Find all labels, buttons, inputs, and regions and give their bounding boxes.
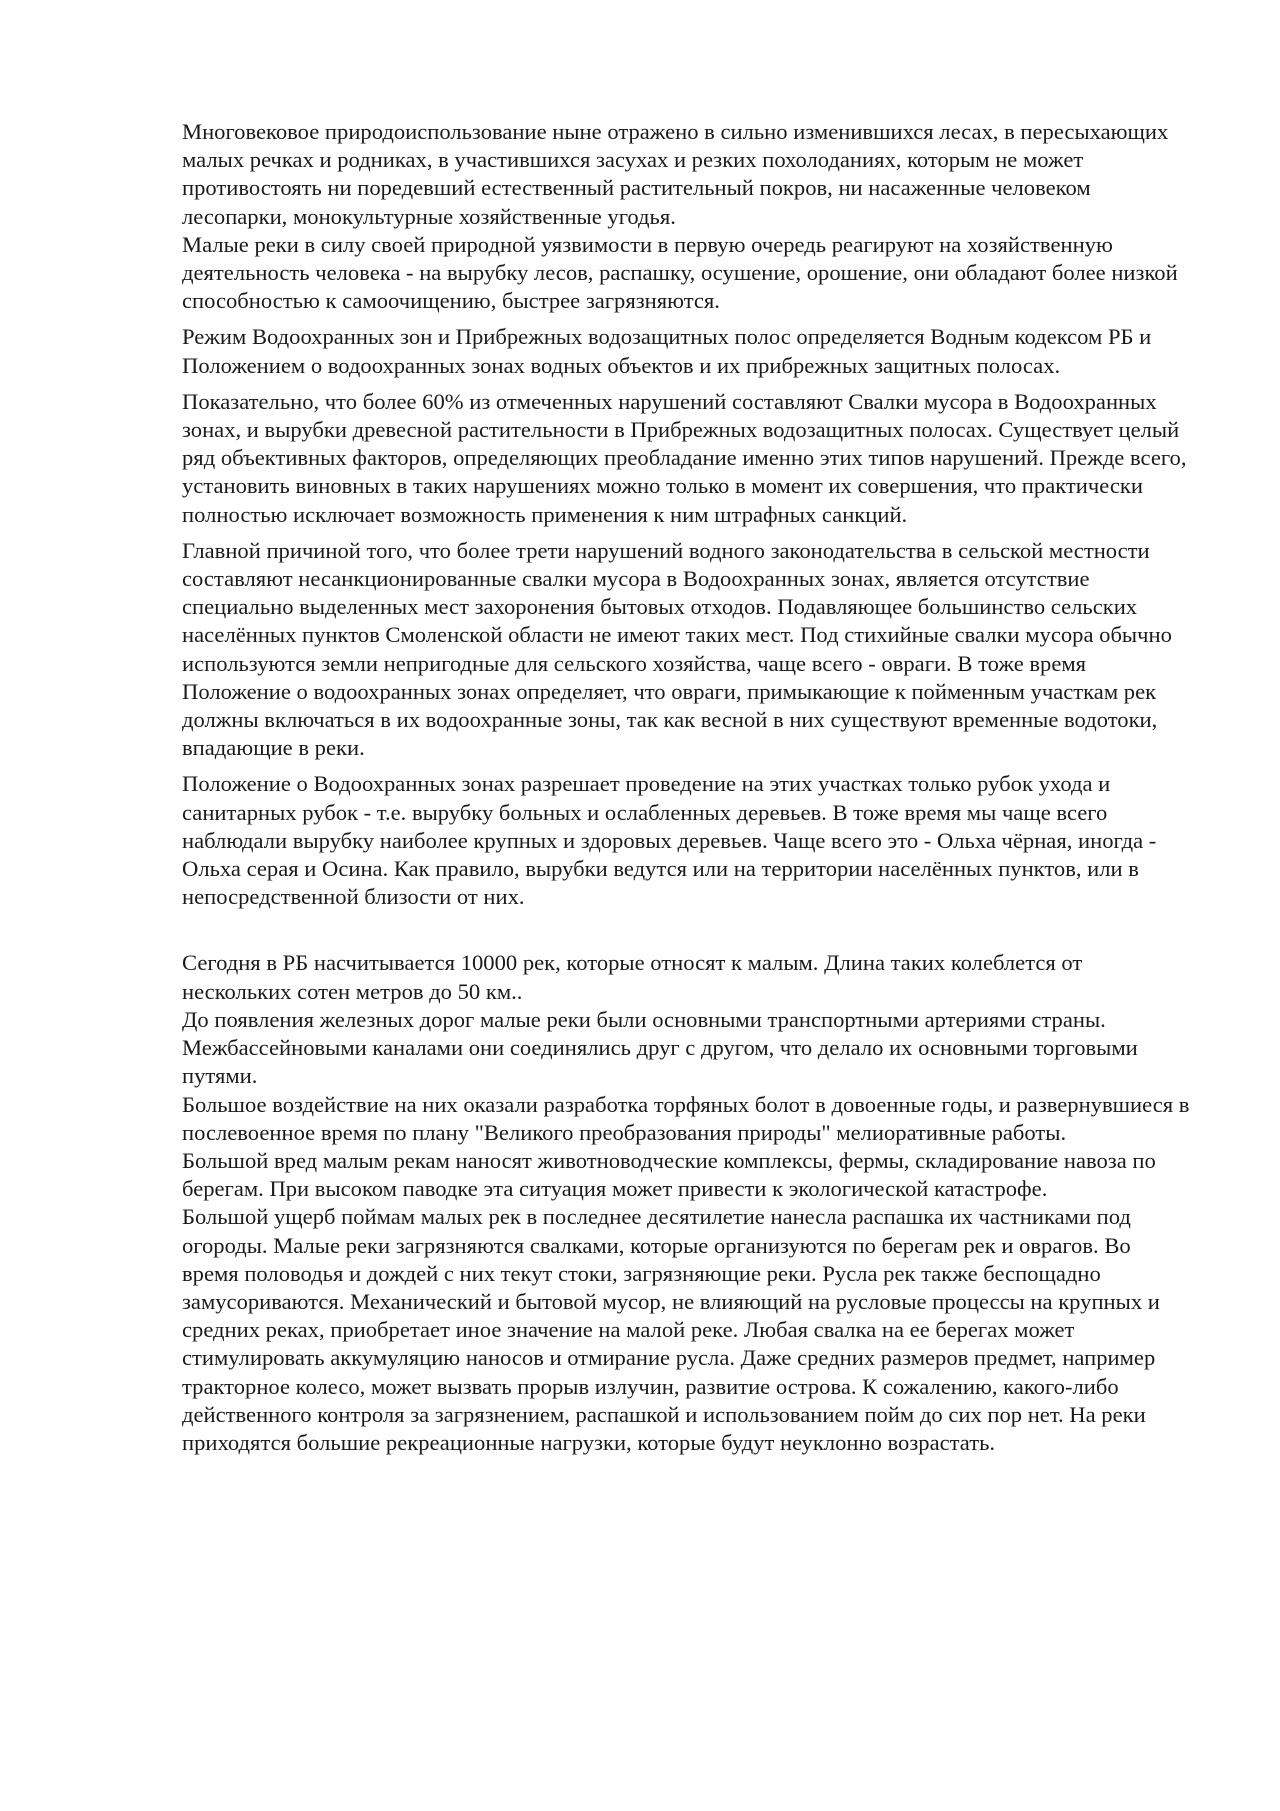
paragraph-8: До появления железных дорог малые реки были основными транспортными артериями страны. Межбассейновыми каналами они соединялись друг с другом, что делало их основными торговыми путями. [182, 1006, 1138, 1089]
paragraph-10: Большой вред малым рекам наносят животноводческие комплексы, фермы, складирование навоза по берегам. При высоком паводке эта ситуация может привести к экологической катастрофе. [182, 1147, 1156, 1202]
paragraph-3: Режим Водоохранных зон и Прибрежных водозащитных полос определяется Водным кодексом РБ и Положением о водоохранных зонах водных объектов и их прибрежных защитных полосах. [182, 324, 1152, 378]
paragraph-7: Сегодня в РБ насчитывается 10000 рек, которые относят к малым. Длина таких колеблется от нескольких сотен метров до 50 км.. [182, 950, 1083, 1004]
paragraph-4: Показательно, что более 60% из отмеченных нарушений составляют Свалки мусора в Водоохранных зонах, и вырубки древесной растительности в Прибрежных водозащитных полосах. Существует целый ряд объективных факторов, определяющих преобладание именно этих типов нарушений. Прежде всего, установить виновных в таких нарушениях можно только в момент их совершения, что практически полностью исключает возможность применения к ним штрафных санкций. [182, 388, 1187, 527]
paragraph-5: Главной причиной того, что более трети нарушений водного законодательства в сельской местности составляют несанкционированные свалки мусора в Водоохранных зонах, является отсутствие специально выделенных мест захоронения бытовых отходов. Подавляющее большинство сельских населённых пунктов Смоленской области не имеют таких мест. Под стихийные свалки мусора обычно используются земли непригодные для сельского хозяйства, чаще всего - овраги. В тоже время Положение о водоохранных зонах определяет, что овраги, примыкающие к пойменным участкам рек должны включаться в их водоохранные зоны, так как весной в них существуют временные водотоки, впадающие в реки. [182, 537, 1172, 761]
paragraph-2: Малые реки в силу своей природной уязвимости в первую очередь реагируют на хозяйственную деятельность человека - на вырубку лесов, распашку, осушение, орошение, они обладают более низкой способностью к самоочищению, быстрее загрязняются. [182, 231, 1178, 314]
document-page [182, 118, 1192, 1457]
paragraph-11: Большой ущерб поймам малых рек в последнее десятилетие нанесла распашка их частниками под огороды. Малые реки загрязняются свалками, которые организуются по берегам рек и оврагов. Во время половодья и дождей с них текут стоки, загрязняющие реки. Русла рек также беспощадно замусориваются. Механический и бытовой мусор, не влияющий на русловые процессы на крупных и средних реках, приобретает иное значение на малой реке. Любая свалка на ее берегах может стимулировать аккумуляцию наносов и отмирание русла. Даже средних размеров предмет, например тракторное колесо, может вызвать прорыв излучин, развитие острова. К сожалению, какого-либо действенного контроля за загрязнением, распашкой и использованием пойм до сих пор нет. На реки приходятся большие рекреационные нагрузки, которые будут неуклонно возрастать. [182, 1204, 1160, 1455]
paragraph-9: Большое воздействие на них оказали разработка торфяных болот в довоенные годы, и развернувшиеся в послевоенное время по плану "Великого преобразования природы" мелиоративные работы. [182, 1091, 1190, 1145]
paragraph-6: Положение о Водоохранных зонах разрешает проведение на этих участках только рубок ухода и санитарных рубок - т.е. вырубку больных и ослабленных деревьев. В тоже время мы чаще всего наблюдали вырубку наиболее крупных и здоровых деревьев. Чаще всего это - Ольха чёрная, иногда - Ольха серая и Осина. Как правило, вырубки ведутся или на территории населённых пунктов, или в непосредственной близости от них. [182, 771, 1157, 910]
paragraph-1: Многовековое природоиспользование ныне отражено в сильно изменившихся лесах, в пересыхающих малых речках и родниках, в участившихся засухах и резких похолоданиях, которым не может противостоять ни поредевший естественный растительный покров, ни насаженные человеком лесопарки, монокультурные хозяйственные угодья. [182, 119, 1169, 229]
